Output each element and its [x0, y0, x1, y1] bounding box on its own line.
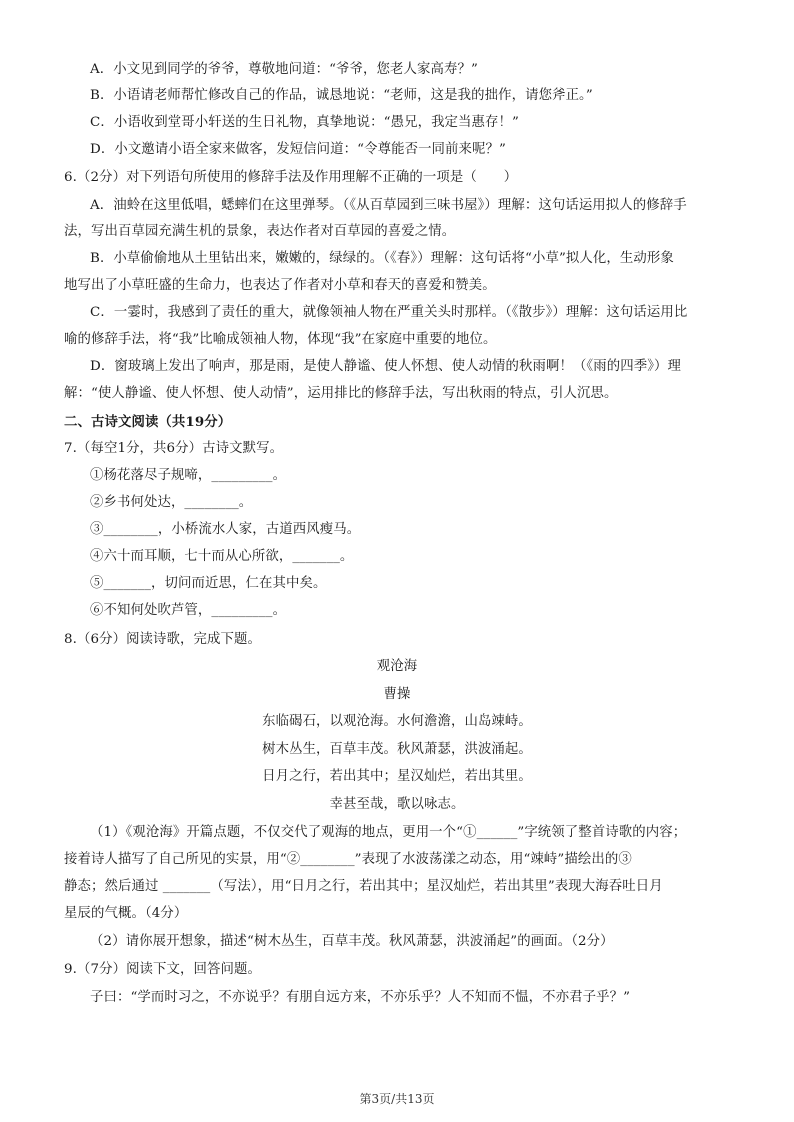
section-2-title: 二、古诗文阅读（共19分）	[64, 414, 232, 430]
poem-author: 曹操	[383, 687, 411, 702]
q7-stem: 7.（每空1分，共6分）古诗文默写。	[64, 441, 284, 456]
q7-item-4: ④六十而耳顺，七十而从心所欲，_______。	[90, 549, 354, 564]
q6-option-c-line2: 喻的修辞手法，将“我”比喻成领袖人物，体现“我”在家庭中重要的地位。	[64, 332, 497, 347]
q8-sub1-line2: 接着诗人描写了自己所见的实景，用“②________”表现了水波荡漾之动态，用“竦峙”描绘出的③	[64, 852, 632, 867]
poem-line-3: 日月之行，若出其中；星汉灿烂，若出其里。	[262, 769, 532, 784]
q6-option-d-line1: D．窗玻璃上发出了响声，那是雨，是使人静谧、使人怀想、使人动情的秋雨啊！（《雨的四季》）理	[90, 359, 682, 374]
q6-option-a-line1: A．油蛉在这里低唱，蟋蟀们在这里弹琴。（《从百草园到三味书屋》）理解：这句话运用拟人的修辞手	[90, 198, 687, 213]
page-footer: 第3页/共13页	[359, 1092, 435, 1106]
q6-stem: 6.（2分）对下列语句所使用的修辞手法及作用理解不正确的一项是（ ）	[64, 170, 518, 185]
q6-option-c-line1: C．一霎时，我感到了责任的重大，就像领袖人物在严重关头时那样。（《散步》）理解：这句话运用比	[90, 305, 688, 320]
poem-title: 观沧海	[376, 659, 418, 674]
q8-sub1-line3: 静态；然后通过 _______（写法），用“日月之行，若出其中；星汉灿烂，若出其里”表现大海吞吐日月	[64, 879, 663, 894]
q6-option-a-line2: 法，写出百草园充满生机的景象，表达作者对百草园的喜爱之情。	[64, 224, 456, 239]
q5-option-a: A．小文见到同学的爷爷，尊敬地问道：“爷爷，您老人家高寿？”	[90, 62, 478, 77]
q7-item-5: ⑤_______，切问而近思，仁在其中矣。	[90, 576, 327, 591]
q8-sub1-line1: （1）《观沧海》开篇点题，不仅交代了观海的地点，更用一个“①______”字统领了整首诗歌的内容；	[90, 825, 687, 840]
q7-item-2: ②乡书何处达，________。	[90, 495, 253, 510]
q5-option-c: C．小语收到堂哥小轩送的生日礼物，真挚地说：“愚兄，我定当惠存！”	[90, 115, 519, 130]
q6-option-d-line2: 解：“使人静谧、使人怀想、使人动情”，运用排比的修辞手法，写出秋雨的特点，引人沉思。	[64, 386, 618, 401]
poem-line-1: 东临碣石，以观沧海。水何澹澹，山岛竦峙。	[262, 714, 532, 729]
q7-item-6: ⑥不知何处吹芦管，_________。	[90, 603, 287, 618]
q7-item-1: ①杨花落尽子规啼，_________。	[90, 468, 287, 483]
q7-item-3: ③________，小桥流水人家，古道西风瘦马。	[90, 522, 361, 537]
q6-option-b-line2: 地写出了小草旺盛的生命力，也表达了作者对小草和春天的喜爱和赞美。	[64, 278, 496, 293]
q5-option-b: B．小语请老师帮忙修改自己的作品，诚恳地说：“老师，这是我的拙作，请您斧正。”	[90, 88, 593, 103]
q9-quote: 子曰：“学而时习之，不亦说乎？有朋自远方来，不亦乐乎？人不知而不愠，不亦君子乎？”	[90, 990, 631, 1005]
q8-sub2: （2）请你展开想象，描述“树木丛生，百草丰茂。秋风萧瑟，洪波涌起”的画面。（2分）	[90, 934, 614, 949]
poem-line-2: 树木丛生，百草丰茂。秋风萧瑟，洪波涌起。	[262, 742, 532, 757]
q8-sub1-line4: 星辰的气概。（4分）	[64, 906, 188, 921]
q9-stem: 9.（7分）阅读下文，回答问题。	[64, 962, 261, 977]
poem-line-4: 幸甚至哉，歌以咏志。	[329, 797, 465, 812]
q6-option-b-line1: B．小草偷偷地从土里钻出来，嫩嫩的，绿绿的。（《春》）理解：这句话将“小草”拟人化，生动形象	[90, 251, 674, 266]
q5-option-d: D．小文邀请小语全家来做客，发短信问道：“令尊能否一同前来呢？”	[90, 142, 506, 157]
q8-stem: 8.（6分）阅读诗歌，完成下题。	[64, 632, 261, 647]
